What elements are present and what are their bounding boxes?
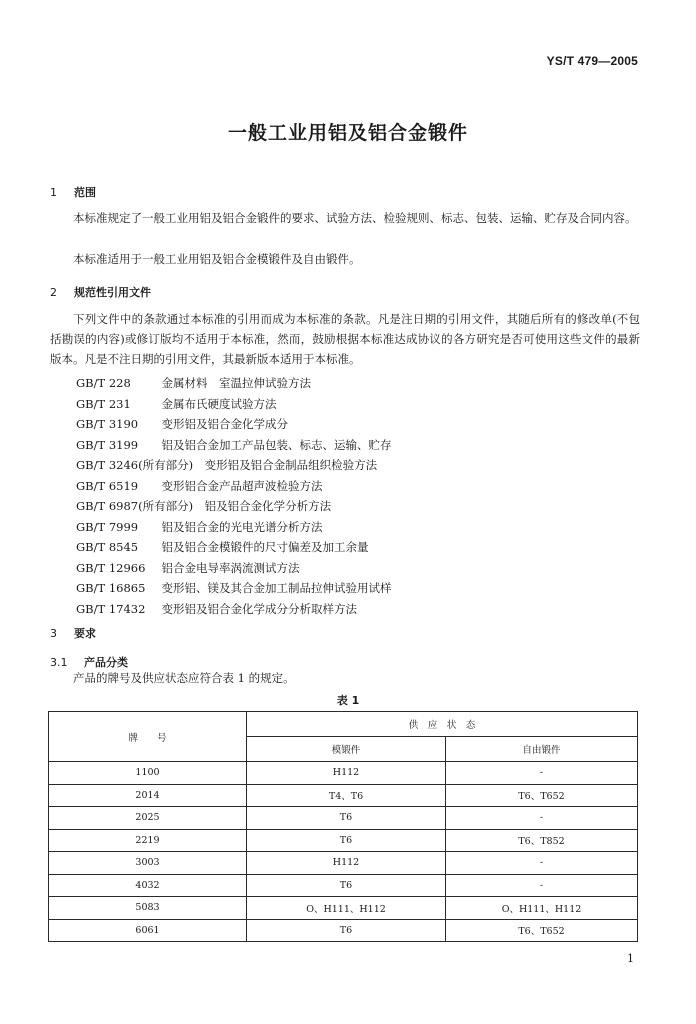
grade-cell: 2014 (49, 784, 247, 807)
scope-paragraph-1: 本标准规定了一般工业用铝及铝合金锻件的要求、试验方法、检验规则、标志、包装、运输、贮存及合同内容。 (73, 211, 637, 225)
reference-title: 铝及铝合金加工产品包装、标志、运输、贮存 (161, 437, 392, 452)
free-forging-cell: T6、T852 (446, 829, 638, 852)
classification-text: 产品的牌号及供应状态应符合表 1 的规定。 (73, 671, 295, 685)
grade-cell: 5083 (49, 897, 247, 920)
die-forging-cell: T6 (247, 807, 446, 830)
reference-code: GB/T 6519 (76, 478, 139, 493)
die-forging-cell: T6 (247, 829, 446, 852)
supply-state-header: 供 应 状 态 (247, 712, 638, 737)
table-caption: 表 1 (336, 694, 360, 707)
document-title: 一般工业用铝及铝合金锻件 (227, 122, 468, 144)
section-title: 要求 (74, 627, 96, 640)
die-forging-cell: T4、T6 (247, 784, 446, 807)
grade-cell: 1100 (49, 762, 247, 785)
section-title: 规范性引用文件 (74, 286, 151, 299)
free-forging-cell: T6、T652 (446, 784, 638, 807)
reference-title: 铝及铝合金化学分析方法 (204, 499, 332, 513)
reference-item (76, 373, 392, 394)
reference-item (76, 476, 392, 497)
reference-title: 铝及铝合金的光电光谱分析方法 (161, 519, 323, 534)
section-number: 2 (50, 286, 57, 299)
free-forging-cell: - (446, 874, 638, 897)
reference-title: 变形铝及铝合金制品组织检验方法 (204, 458, 378, 472)
grade-cell: 2219 (49, 829, 247, 852)
table-row (49, 762, 638, 785)
standard-number: YS/T 479—2005 (546, 54, 638, 68)
subsection-number: 3.1 (50, 656, 68, 669)
reference-item (76, 578, 392, 599)
table-row (49, 807, 638, 830)
die-forging-cell: O、H111、H112 (247, 897, 446, 920)
reference-item (76, 455, 392, 476)
reference-code: GB/T 12966 (76, 560, 146, 575)
reference-item (76, 435, 392, 456)
reference-code: GB/T 8545 (76, 540, 139, 554)
table-row (49, 919, 638, 942)
free-forging-cell: - (446, 762, 638, 785)
die-forging-cell: T6 (247, 919, 446, 942)
reference-code: GB/T 231 (76, 396, 131, 411)
reference-item (76, 517, 392, 538)
table-row (49, 897, 638, 920)
free-forging-header: 自由锻件 (446, 737, 638, 762)
reference-item (76, 496, 392, 517)
reference-title: 变形铝合金产品超声波检验方法 (161, 478, 323, 493)
reference-title: 金属布氏硬度试验方法 (161, 396, 277, 411)
reference-title: 变形铝及铝合金化学成分分析取样方法 (161, 601, 357, 616)
reference-list (76, 373, 392, 619)
reference-item (76, 558, 392, 579)
grade-header: 牌 号 (49, 712, 247, 762)
reference-item (76, 394, 392, 415)
grade-cell: 3003 (49, 852, 247, 875)
supply-state-table (48, 711, 638, 942)
section-number: 3 (50, 627, 57, 640)
die-forging-cell: T6 (247, 874, 446, 897)
section-number: 1 (50, 186, 57, 199)
table-row (49, 852, 638, 875)
table-row (49, 784, 638, 807)
reference-code: GB/T 3246(所有部分) (76, 458, 194, 472)
table-row (49, 874, 638, 897)
free-forging-cell: T6、T652 (446, 919, 638, 942)
normative-intro: 下列文件中的条款通过本标准的引用而成为本标准的条款。凡是注日期的引用文件，其随后所有的修改单(不包括勘误的内容)或修订版均不适用于本标准，然而，鼓励根据本标准达成协议的各方研究是否可使用这些文件的最新版本。凡是不注日期的引用文件，其最新版本适用于本标准。 (50, 312, 640, 366)
table-row (49, 829, 638, 852)
page-number: 1 (627, 952, 634, 965)
scope-paragraph-2: 本标准适用于一般工业用铝及铝合金模锻件及自由锻件。 (73, 252, 361, 266)
reference-item (76, 537, 392, 558)
section-2-heading (50, 284, 151, 300)
reference-code: GB/T 6987(所有部分) (76, 499, 194, 513)
free-forging-cell: - (446, 852, 638, 875)
reference-code: GB/T 17432 (76, 601, 146, 616)
reference-code: GB/T 7999 (76, 519, 139, 534)
die-forging-header: 模锻件 (247, 737, 446, 762)
reference-item (76, 414, 392, 435)
grade-cell: 2025 (49, 807, 247, 830)
section-1-heading (50, 184, 96, 200)
reference-title: 铝及铝合金模锻件的尺寸偏差及加工余量 (161, 540, 369, 554)
reference-title: 金属材料 室温拉伸试验方法 (161, 376, 311, 390)
subsection-title: 产品分类 (84, 656, 128, 669)
reference-title: 变形铝及铝合金化学成分 (161, 417, 288, 431)
grade-cell: 6061 (49, 919, 247, 942)
section-title: 范围 (74, 186, 96, 199)
reference-code: GB/T 228 (76, 376, 131, 390)
reference-code: GB/T 3199 (76, 437, 139, 452)
die-forging-cell: H112 (247, 762, 446, 785)
reference-item (76, 599, 392, 620)
reference-code: GB/T 16865 (76, 581, 146, 595)
die-forging-cell: H112 (247, 852, 446, 875)
reference-code: GB/T 3190 (76, 417, 139, 431)
free-forging-cell: - (446, 807, 638, 830)
free-forging-cell: O、H111、H112 (446, 897, 638, 920)
reference-title: 变形铝、镁及其合金加工制品拉伸试验用试样 (161, 581, 392, 595)
section-3-heading (50, 625, 96, 641)
grade-cell: 4032 (49, 874, 247, 897)
reference-title: 铝合金电导率涡流测试方法 (161, 560, 300, 575)
